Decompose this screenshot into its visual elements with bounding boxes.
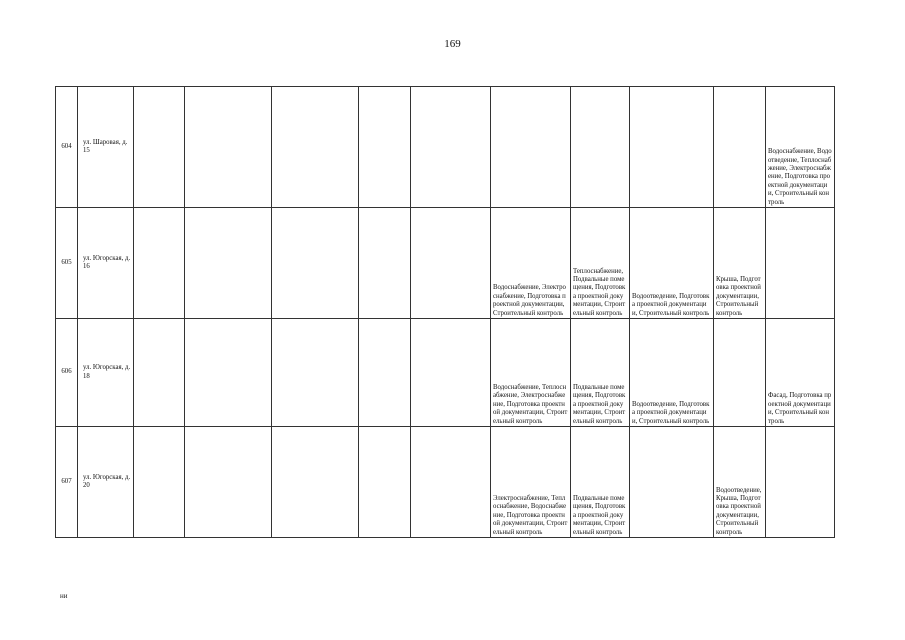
works-cell: Водоотведение, Крыша, Подготовка проектной документации, Строительный контроль [714, 427, 766, 538]
empty-cell [272, 427, 359, 538]
empty-cell [272, 319, 359, 427]
table-row [56, 208, 835, 319]
empty-cell [185, 427, 272, 538]
works-cell [491, 87, 571, 208]
works-cell: Водоотведение, Подготовка проектной документации, Строительный контроль [630, 319, 714, 427]
program-table [55, 86, 835, 538]
empty-cell [185, 87, 272, 208]
empty-cell [411, 427, 491, 538]
works-cell: Подвальные помещения, Подготовка проектной документации, Строительный контроль [571, 319, 630, 427]
empty-cell [359, 208, 411, 319]
empty-cell [411, 87, 491, 208]
table-row [56, 427, 835, 538]
footer-mark: ни [60, 592, 68, 600]
table-row [56, 319, 835, 427]
works-cell [630, 87, 714, 208]
works-cell: Водоотведение, Подготовка проектной документации, Строительный контроль [630, 208, 714, 319]
works-cell [714, 319, 766, 427]
works-cell: Теплоснабжение, Подвальные помещения, Подготовка проектной документации, Строительный контроль [571, 208, 630, 319]
empty-cell [272, 87, 359, 208]
works-cell: Водоснабжение, Электроснабжение, Подготовка проектной документации, Строительный контроль [491, 208, 571, 319]
empty-cell [134, 427, 185, 538]
page-number: 169 [444, 38, 461, 50]
empty-cell [272, 208, 359, 319]
empty-cell [134, 87, 185, 208]
empty-cell [134, 208, 185, 319]
empty-cell [359, 427, 411, 538]
works-cell [571, 87, 630, 208]
works-cell: Водоснабжение, Водоотведение, Теплоснабжение, Электроснабжение, Подготовка проектной документации, Строительный контроль [766, 87, 835, 208]
works-cell [766, 427, 835, 538]
address-cell: ул. Югорская, д. 20 [78, 427, 134, 538]
works-cell [714, 87, 766, 208]
empty-cell [359, 319, 411, 427]
empty-cell [411, 319, 491, 427]
works-cell: Фасад, Подготовка проектной документации, Строительный контроль [766, 319, 835, 427]
works-cell: Крыша, Подготовка проектной документации, Строительный контроль [714, 208, 766, 319]
works-cell: Электроснабжение, Теплоснабжение, Водоснабжение, Подготовка проектной документации, Строительный контроль [491, 427, 571, 538]
empty-cell [411, 208, 491, 319]
address-cell: ул. Шаровая, д. 15 [78, 87, 134, 208]
row-number: 605 [56, 208, 78, 319]
row-number: 604 [56, 87, 78, 208]
empty-cell [185, 208, 272, 319]
works-cell: Водоснабжение, Теплоснабжение, Электроснабжение, Подготовка проектной документации, Строительный контроль [491, 319, 571, 427]
empty-cell [134, 319, 185, 427]
works-cell [766, 208, 835, 319]
empty-cell [359, 87, 411, 208]
empty-cell [185, 319, 272, 427]
works-cell: Подвальные помещения, Подготовка проектной документации, Строительный контроль [571, 427, 630, 538]
table-row [56, 87, 835, 208]
works-cell [630, 427, 714, 538]
row-number: 606 [56, 319, 78, 427]
address-cell: ул. Югорская, д. 16 [78, 208, 134, 319]
row-number: 607 [56, 427, 78, 538]
address-cell: ул. Югорская, д. 18 [78, 319, 134, 427]
